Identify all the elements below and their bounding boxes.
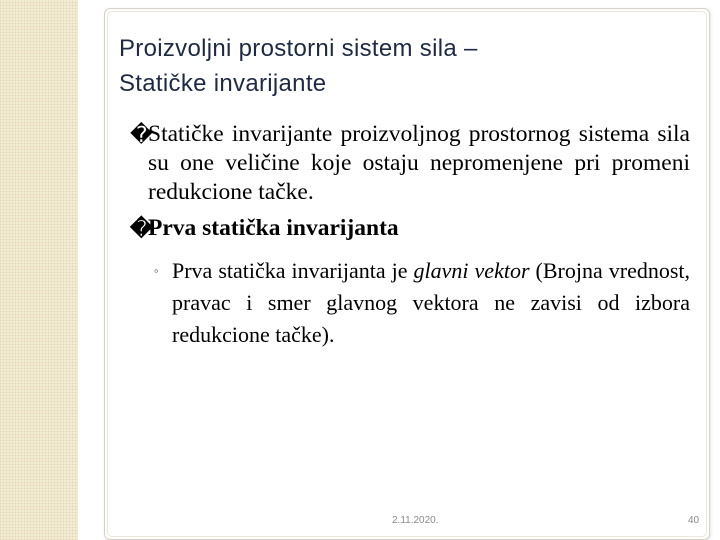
sub-text-after: (Brojna vrednost, pravac i smer glavnog vektora ne zavisi od izbora redukcione tačke). (172, 258, 691, 347)
bullet-text-2: Prva statička invarijanta (148, 215, 399, 241)
sub-text-italic: glavni vektor (413, 258, 530, 283)
slide-content (128, 120, 690, 351)
bullet-text-1: Statičke invarijante proizvoljnog prostornog sistema sila su one veličine koje ostaju nepromenjene pri promeni redukcione tačke. (148, 121, 690, 205)
bullet-marker-icon: � (130, 216, 153, 241)
sub-bullet-item-1 (152, 255, 690, 351)
sub-text-before: Prva statička invarijanta je (172, 258, 414, 283)
title-line-2: Statičke invarijante (119, 70, 327, 97)
slide-title (119, 31, 679, 101)
title-line-1: Proizvoljni prostorni sistem sila – (119, 35, 478, 62)
footer-date: 2.11.2020. (392, 515, 439, 526)
sub-bullet-marker-icon: ◦ (154, 263, 159, 278)
bullet-item-1 (128, 120, 690, 207)
bullet-item-2 (128, 214, 690, 243)
bullet-marker-icon: � (130, 122, 153, 147)
decorative-side-strip (0, 0, 78, 540)
footer-page-number: 40 (688, 515, 700, 526)
